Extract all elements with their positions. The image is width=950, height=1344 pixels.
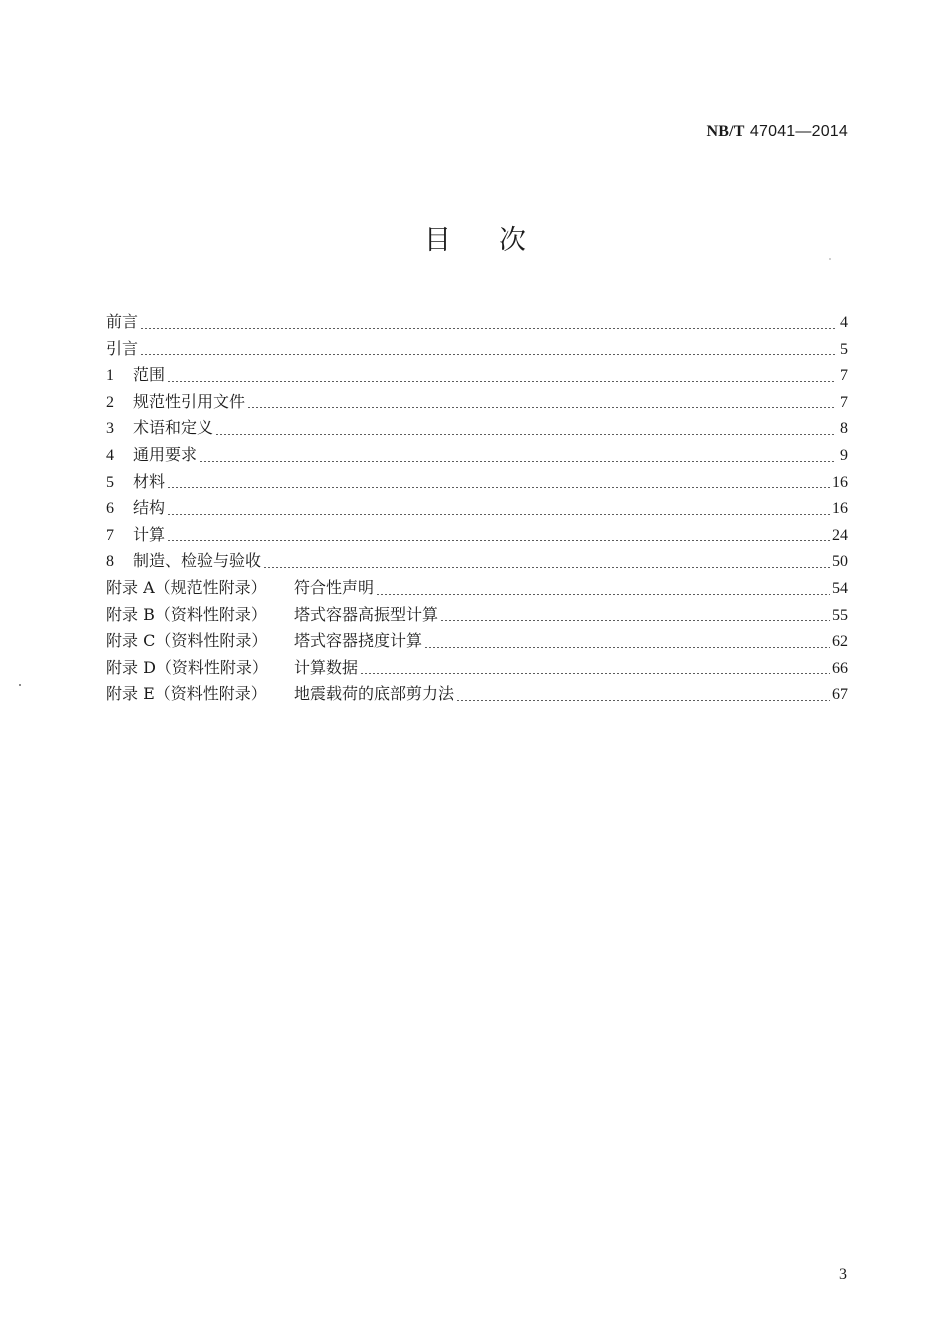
- scan-speck: [19, 684, 21, 686]
- leader-dots: [360, 673, 830, 674]
- leader-dots: [167, 514, 830, 515]
- toc-entry-page: 9: [840, 446, 848, 464]
- toc-entry-page: 8: [840, 420, 848, 438]
- toc-entry-2[interactable]: [106, 389, 848, 416]
- toc-entry-label: 计算数据: [294, 657, 359, 677]
- toc-entry-page: 16: [832, 500, 848, 518]
- leader-dots: [167, 540, 830, 541]
- toc-entry-number: 8: [106, 553, 114, 571]
- toc-entry-foreword[interactable]: [106, 309, 848, 336]
- toc-entry-4[interactable]: [106, 442, 848, 469]
- toc-entry-page: 66: [832, 659, 848, 677]
- standard-number: 47041—2014: [749, 123, 848, 140]
- leader-dots: [424, 647, 830, 648]
- toc-appendix-prefix: 附录 B（资料性附录）: [106, 604, 267, 624]
- toc-appendix-prefix: 附录 E（资料性附录）: [106, 684, 267, 704]
- toc-entry-label: 材料: [133, 471, 166, 491]
- toc-entry-appendix-b[interactable]: [106, 602, 848, 629]
- toc-entry-appendix-a[interactable]: [106, 575, 848, 602]
- toc-entry-label: 结构: [133, 498, 166, 518]
- toc-entry-label: 术语和定义: [133, 418, 214, 438]
- toc-appendix-prefix: 附录 C（资料性附录）: [106, 631, 268, 651]
- scan-speck: [829, 258, 831, 260]
- toc-entry-3[interactable]: [106, 415, 848, 442]
- toc-entry-page: 16: [832, 473, 848, 491]
- toc-entry-label: 符合性声明: [294, 577, 375, 597]
- toc-entry-page: 7: [840, 393, 848, 411]
- leader-dots: [199, 461, 836, 462]
- table-of-contents: [106, 309, 848, 708]
- leader-dots: [167, 381, 836, 382]
- toc-entry-label: 计算: [133, 524, 166, 544]
- toc-entry-page: 7: [840, 367, 848, 385]
- toc-entry-label: 通用要求: [133, 444, 198, 464]
- toc-entry-label: 前言: [106, 312, 139, 331]
- toc-entry-label: 塔式容器挠度计算: [294, 631, 423, 651]
- toc-entry-1[interactable]: [106, 362, 848, 389]
- toc-entry-7[interactable]: [106, 522, 848, 549]
- page-title: 目次: [424, 225, 574, 256]
- toc-entry-appendix-c[interactable]: [106, 628, 848, 655]
- toc-entry-page: 50: [832, 553, 848, 571]
- toc-entry-number: 5: [106, 473, 114, 491]
- toc-appendix-prefix: 附录 A（规范性附录）: [106, 577, 267, 597]
- leader-dots: [376, 594, 830, 595]
- toc-entry-number: 1: [106, 367, 114, 385]
- leader-dots: [167, 487, 830, 488]
- toc-appendix-prefix: 附录 D（资料性附录）: [106, 657, 268, 677]
- leader-dots: [247, 407, 836, 408]
- toc-entry-page: 55: [832, 606, 848, 624]
- leader-dots: [140, 328, 836, 329]
- page-number: 3: [839, 1266, 847, 1283]
- leader-dots: [440, 620, 830, 621]
- toc-entry-page: 5: [840, 340, 848, 358]
- toc-entry-introduction[interactable]: [106, 336, 848, 363]
- toc-entry-number: 3: [106, 420, 114, 438]
- toc-entry-5[interactable]: [106, 469, 848, 496]
- leader-dots: [140, 354, 836, 355]
- toc-entry-number: 7: [106, 526, 114, 544]
- toc-entry-number: 6: [106, 500, 114, 518]
- toc-entry-page: 62: [832, 633, 848, 651]
- leader-dots: [215, 434, 836, 435]
- toc-entry-appendix-d[interactable]: [106, 655, 848, 682]
- leader-dots: [456, 700, 830, 701]
- toc-entry-number: 4: [106, 446, 114, 464]
- standard-number-header: [706, 121, 848, 141]
- toc-entry-label: 制造、检验与验收: [133, 551, 262, 571]
- toc-entry-label: 地震载荷的底部剪力法: [294, 684, 455, 704]
- toc-entry-page: 67: [832, 686, 848, 704]
- toc-entry-8[interactable]: [106, 548, 848, 575]
- toc-entry-6[interactable]: [106, 495, 848, 522]
- toc-entry-appendix-e[interactable]: [106, 681, 848, 708]
- standard-code: NB/T: [706, 123, 745, 140]
- toc-entry-label: 引言: [106, 338, 139, 358]
- leader-dots: [263, 567, 830, 568]
- toc-entry-number: 2: [106, 393, 114, 411]
- toc-entry-page: 24: [832, 526, 848, 544]
- toc-entry-page: 54: [832, 579, 848, 597]
- toc-entry-label: 塔式容器高振型计算: [294, 604, 439, 624]
- toc-entry-label: 范围: [133, 365, 166, 385]
- toc-entry-page: 4: [840, 314, 848, 331]
- toc-entry-label: 规范性引用文件: [133, 391, 246, 411]
